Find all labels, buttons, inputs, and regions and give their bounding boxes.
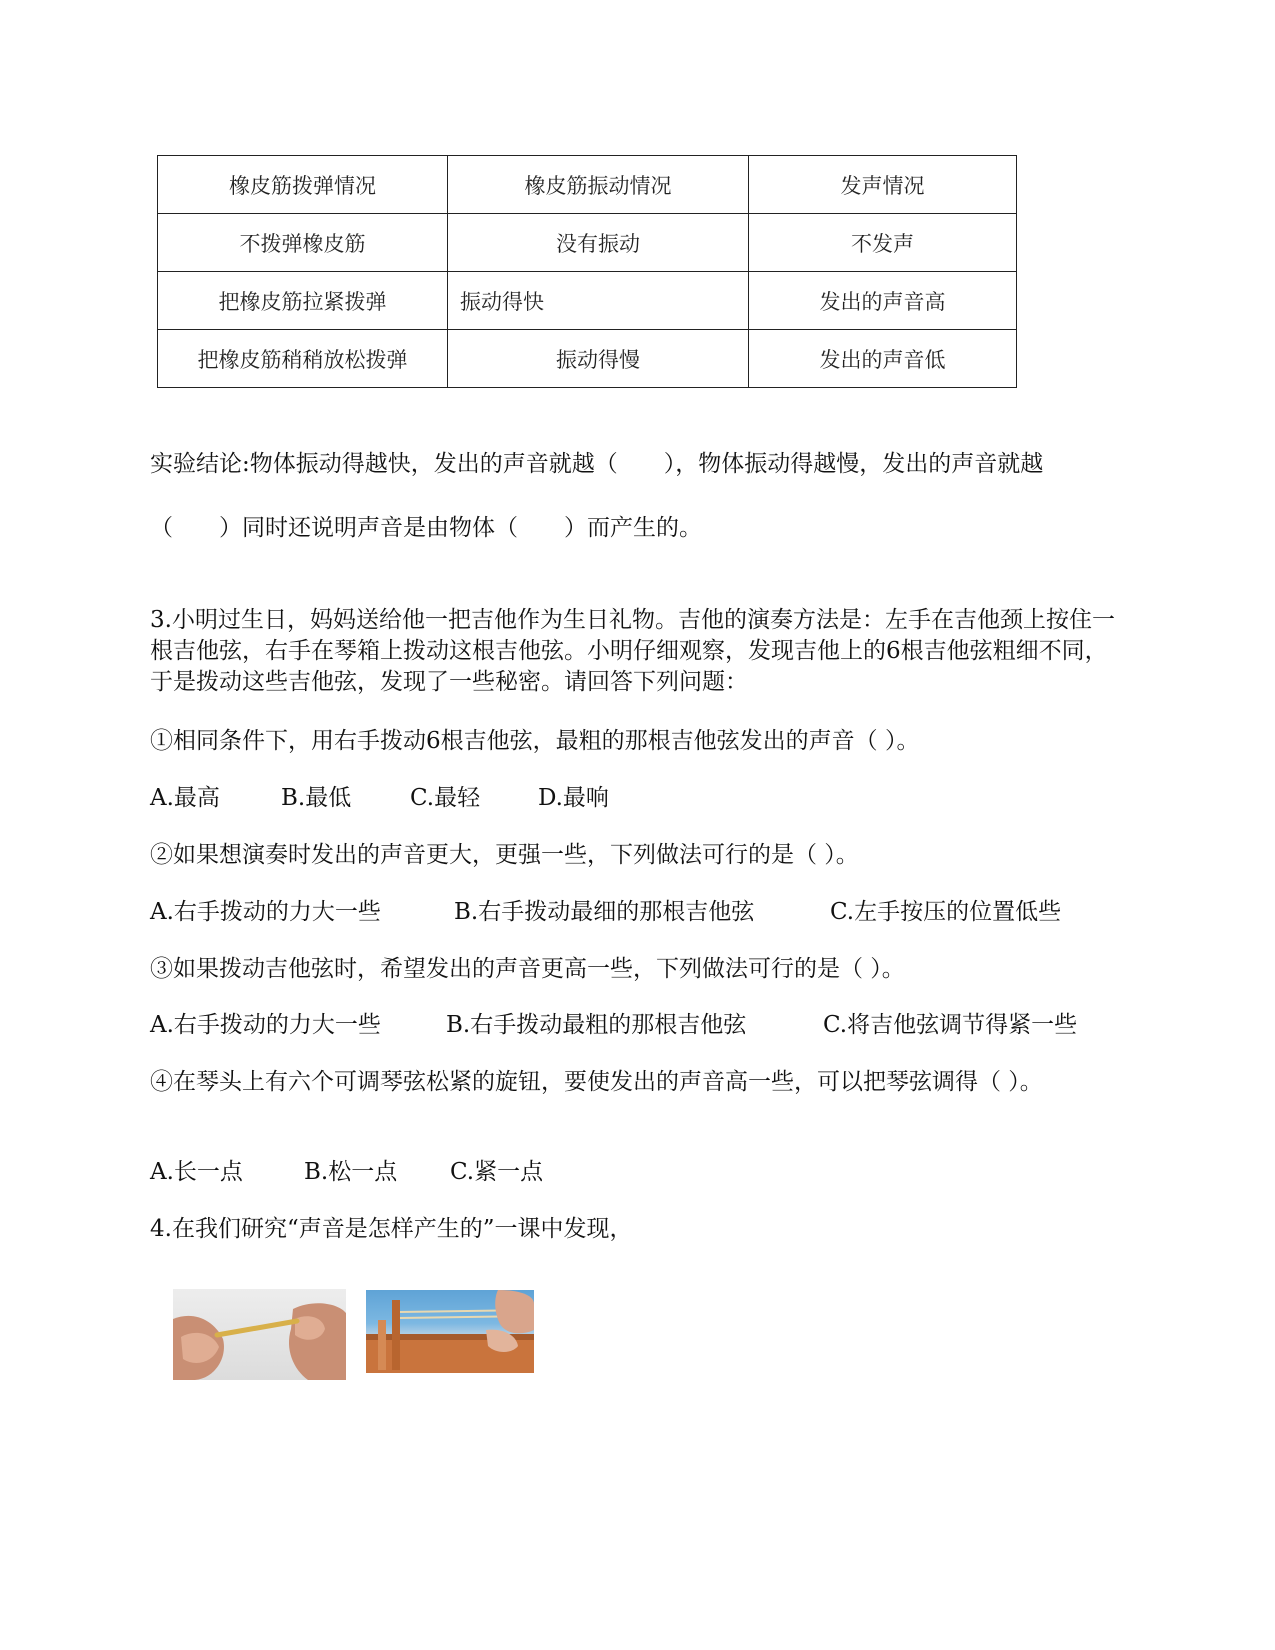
- question-3-sub-4: ④在琴头上有六个可调琴弦松紧的旋钮，要使发出的声音高一些，可以把琴弦调得（ ）。: [150, 1069, 1043, 1095]
- table-row: [158, 272, 1017, 330]
- table-header-cell: 发声情况: [749, 156, 1017, 214]
- question-3-stem: 3.小明过生日，妈妈送给他一把吉他作为生日礼物。吉他的演奏方法是：左手在吉他颈上按住一根吉他弦，右手在琴箱上拨动这根吉他弦。小明仔细观察，发现吉他上的6根吉他弦粗细不同，于是拨动这些吉他弦，发现了一些秘密。请回答下列问题：: [150, 607, 1115, 695]
- table-header-cell: 橡皮筋振动情况: [448, 156, 749, 214]
- table-cell: 振动得慢: [448, 330, 749, 388]
- option-c: C.左手按压的位置低些: [830, 899, 1062, 925]
- question-3-sub-3: ③如果拨动吉他弦时，希望发出的声音更高一些，下列做法可行的是（ ）。: [150, 956, 905, 982]
- rubber-band-photo: [173, 1289, 346, 1380]
- question-3-sub-2: ②如果想演奏时发出的声音更大，更强一些，下列做法可行的是（ ）。: [150, 842, 859, 868]
- option-d: D.最响: [538, 785, 609, 811]
- option-b: B.松一点: [304, 1159, 398, 1185]
- table-row: [158, 330, 1017, 388]
- question-4-stem: 4.在我们研究“声音是怎样产生的”一课中发现，: [150, 1216, 633, 1242]
- option-a: A.右手拨动的力大一些: [150, 899, 381, 925]
- string-box-photo: [366, 1290, 534, 1373]
- table-header-cell: 橡皮筋拨弹情况: [158, 156, 448, 214]
- option-c: C.将吉他弦调节得紧一些: [823, 1012, 1078, 1038]
- option-a: A.长一点: [150, 1159, 243, 1185]
- table-cell: 没有振动: [448, 214, 749, 272]
- option-b: B.右手拨动最粗的那根吉他弦: [446, 1012, 747, 1038]
- table-cell: 把橡皮筋稍稍放松拨弹: [158, 330, 448, 388]
- option-a: A.右手拨动的力大一些: [150, 1012, 381, 1038]
- experiment-results-table: [157, 155, 1017, 388]
- table-cell: 振动得快: [448, 272, 749, 330]
- question-3-sub-1-options: [150, 783, 609, 814]
- option-a: A.最高: [150, 785, 220, 811]
- question-3-sub-2-options: [150, 897, 1061, 928]
- option-c: C.最轻: [410, 785, 481, 811]
- table-cell: 发出的声音高: [749, 272, 1017, 330]
- table-cell: 发出的声音低: [749, 330, 1017, 388]
- option-b: B.右手拨动最细的那根吉他弦: [454, 899, 755, 925]
- table-row: [158, 214, 1017, 272]
- table-cell: 把橡皮筋拉紧拨弹: [158, 272, 448, 330]
- option-b: B.最低: [281, 785, 352, 811]
- conclusion-line-2: （ ）同时还说明声音是由物体（ ）而产生的。: [150, 515, 702, 541]
- option-c: C.紧一点: [450, 1159, 544, 1185]
- question-3-sub-3-options: [150, 1010, 1077, 1041]
- question-3-sub-4-options: [150, 1157, 543, 1188]
- table-cell: 不拨弹橡皮筋: [158, 214, 448, 272]
- table-header-row: [158, 156, 1017, 214]
- table-cell: 不发声: [749, 214, 1017, 272]
- question-3-sub-1: ①相同条件下，用右手拨动6根吉他弦，最粗的那根吉他弦发出的声音（ ）。: [150, 728, 920, 754]
- conclusion-line-1: 实验结论:物体振动得越快，发出的声音就越（ ），物体振动得越慢，发出的声音就越: [150, 451, 1044, 477]
